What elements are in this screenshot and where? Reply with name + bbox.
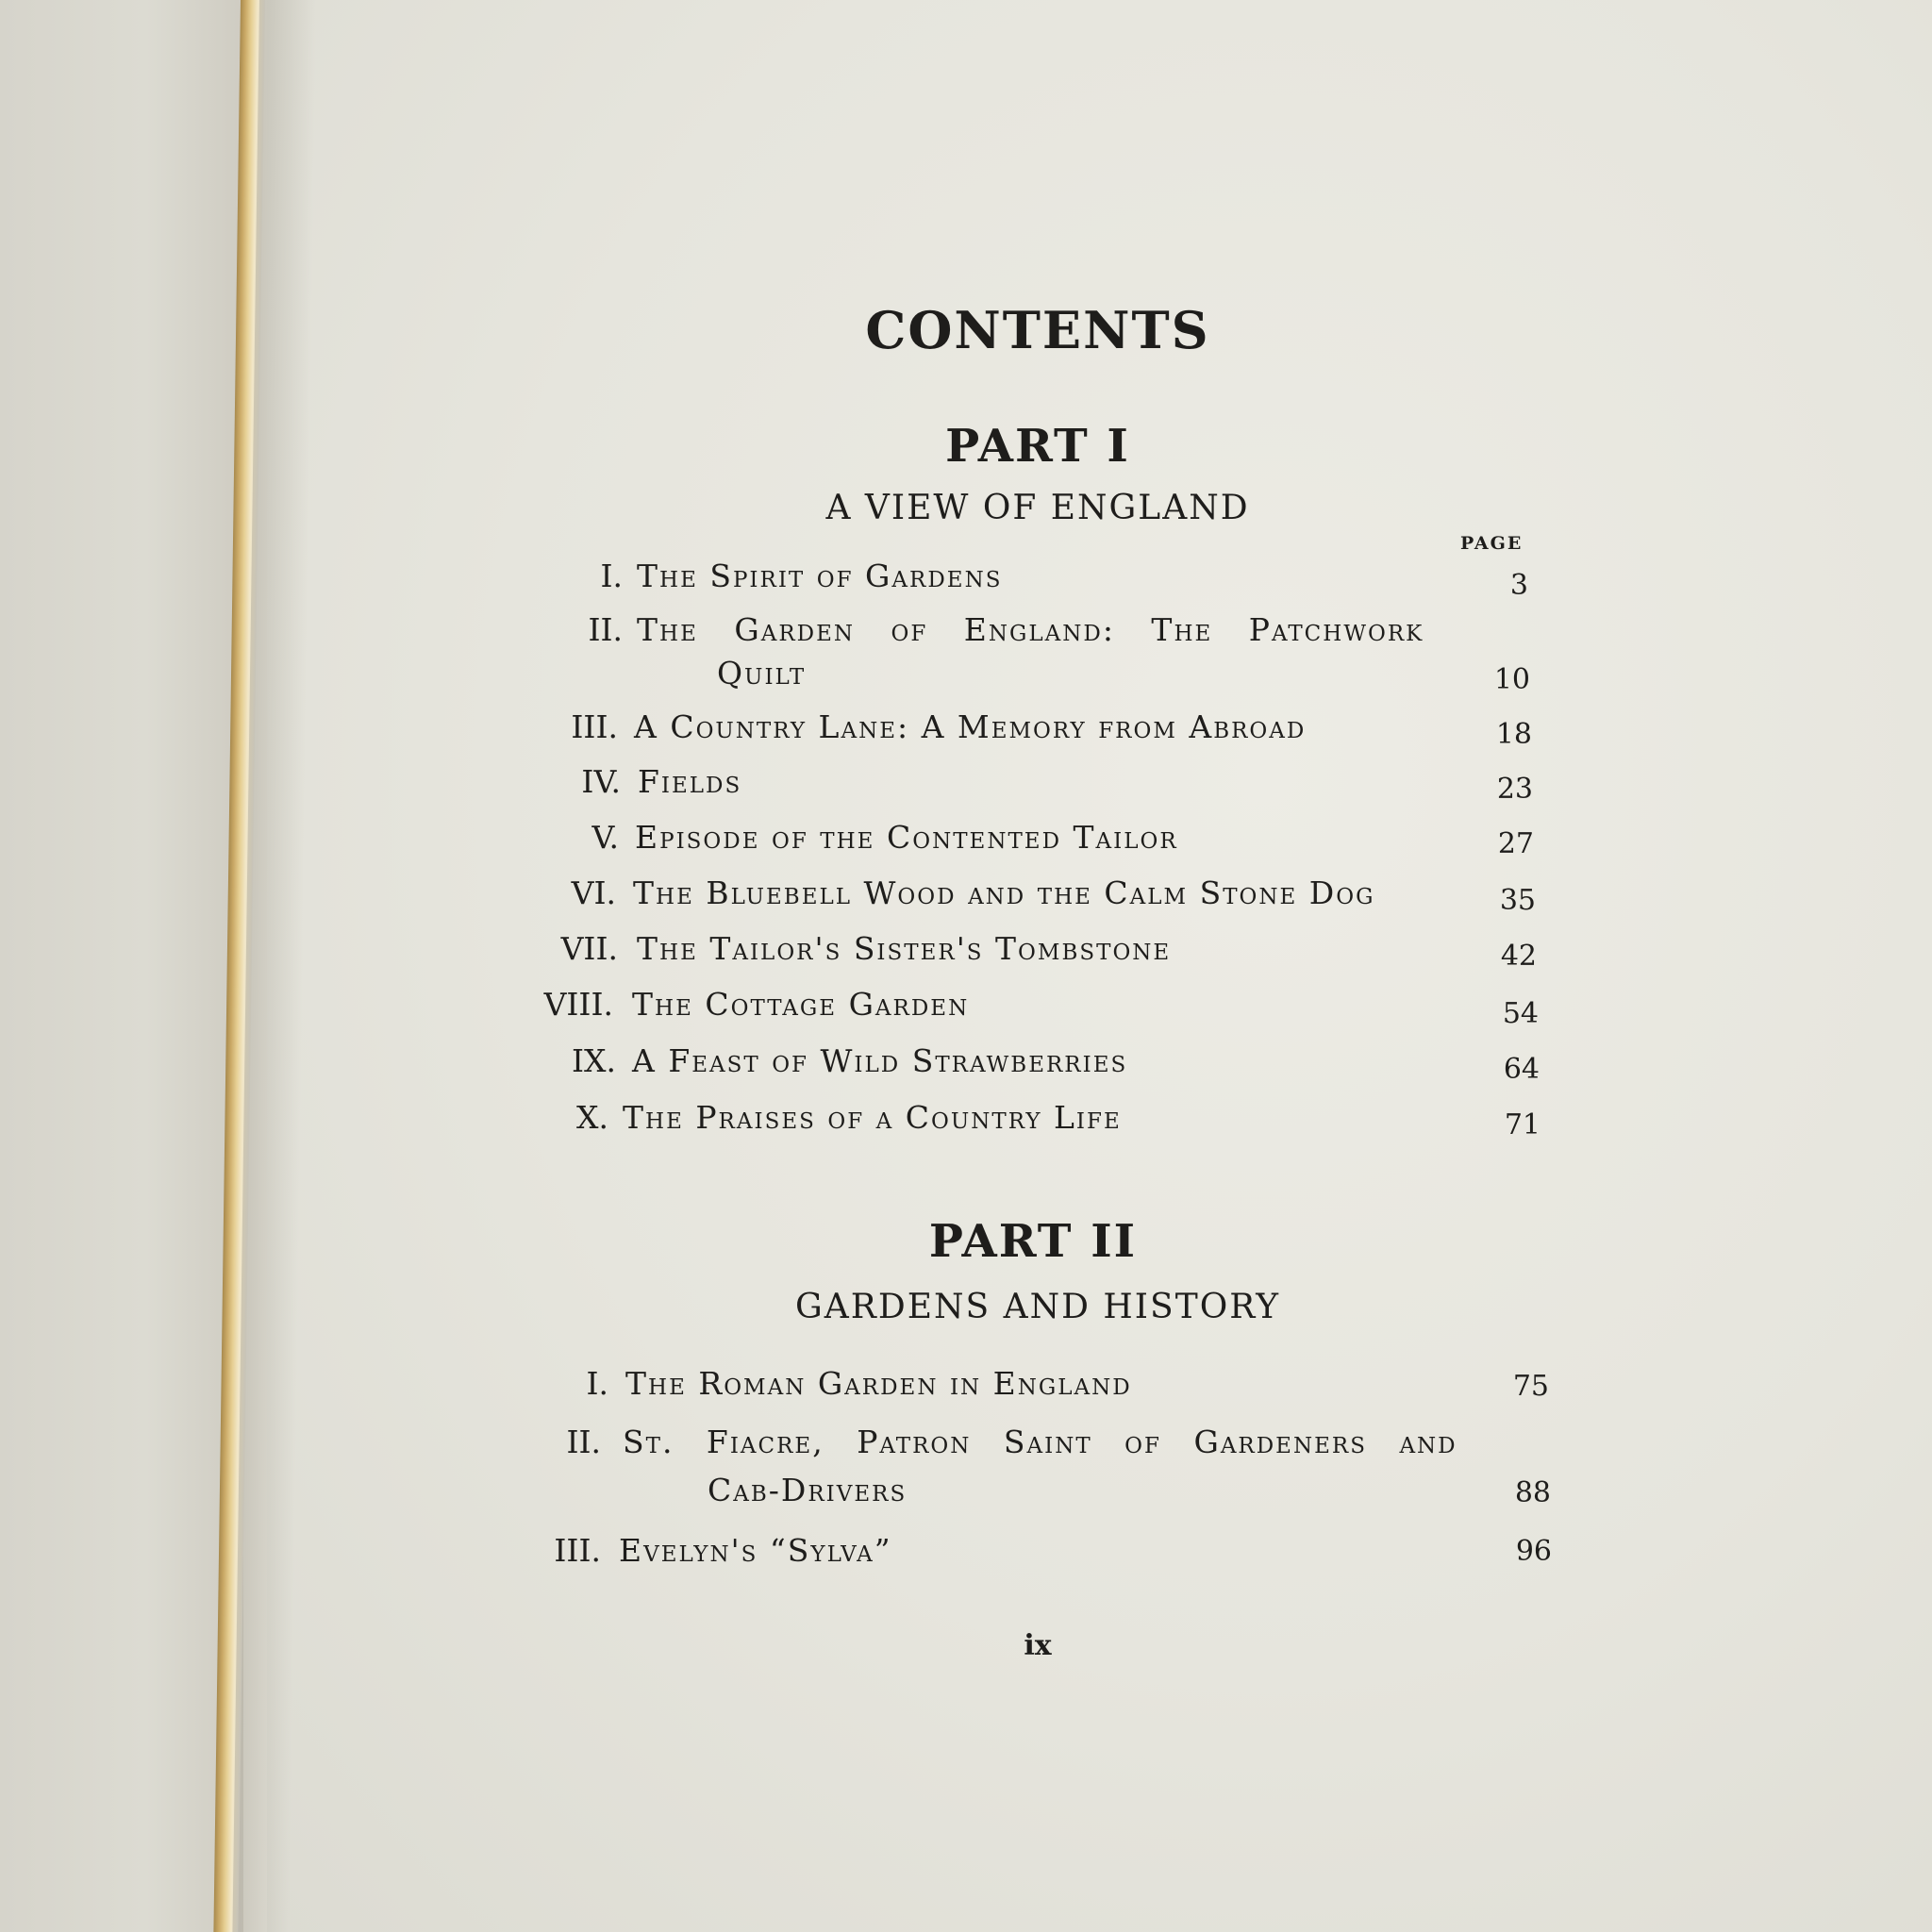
left-page	[0, 0, 243, 1932]
entry-number: III.	[554, 1532, 601, 1569]
entry-title: The Roman Garden in England	[625, 1365, 1132, 1402]
entry-page: 96	[1515, 1535, 1552, 1568]
entry-number: VI.	[571, 874, 616, 911]
entry-number: VIII.	[543, 986, 613, 1023]
entry-title: Fields	[638, 763, 742, 800]
entry-page: 10	[1493, 663, 1530, 696]
entry-title: The Cottage Garden	[632, 986, 970, 1023]
entry-number: IX.	[571, 1042, 616, 1079]
entry-number: III.	[571, 708, 618, 745]
entry-title: St. Fiacre, Patron Saint of Gardeners and	[623, 1424, 1457, 1460]
entry-number: I.	[600, 558, 623, 594]
entry-page: 18	[1495, 718, 1532, 751]
entry-number: I.	[586, 1365, 608, 1402]
page-folio: ix	[1024, 1629, 1052, 1662]
entry-page: 88	[1514, 1476, 1551, 1509]
entry-number: II.	[588, 611, 623, 648]
entry-title-continued: Quilt	[717, 655, 807, 691]
entry-title: The Bluebell Wood and the Calm Stone Dog	[633, 874, 1375, 911]
entry-title: A Country Lane: A Memory from Abroad	[634, 708, 1307, 745]
entry-page: 64	[1503, 1053, 1540, 1086]
entry-page: 71	[1504, 1108, 1541, 1141]
entry-title: Episode of the Contented Tailor	[635, 819, 1178, 856]
entry-title-continued: Cab-Drivers	[708, 1472, 908, 1508]
entry-number: IV.	[581, 763, 621, 800]
entry-page: 23	[1496, 773, 1533, 806]
part-1-subtitle: A VIEW OF ENGLAND	[825, 489, 1250, 527]
contents-title: CONTENTS	[865, 300, 1210, 360]
part-2-heading: PART II	[928, 1215, 1138, 1268]
entry-title: The Praises of a Country Life	[623, 1099, 1122, 1136]
entry-page: 54	[1502, 997, 1539, 1030]
entry-page: 27	[1497, 827, 1534, 860]
entry-title: The Spirit of Gardens	[637, 558, 1003, 594]
entry-number: X.	[576, 1099, 608, 1136]
entry-title: Evelyn's “Sylva”	[619, 1532, 892, 1569]
entry-page: 3	[1509, 569, 1528, 602]
part-1-heading: PART I	[945, 420, 1130, 473]
page-column-label: PAGE	[1460, 533, 1524, 554]
entry-number: V.	[591, 819, 619, 856]
entry-number: VII.	[560, 930, 618, 967]
entry-title: The Tailor's Sister's Tombstone	[637, 930, 1172, 967]
entry-title: A Feast of Wild Strawberries	[632, 1042, 1128, 1079]
part-2-subtitle: GARDENS AND HISTORY	[795, 1288, 1280, 1326]
entry-title: The Garden of England: The Patchwork	[637, 611, 1424, 648]
entry-page: 35	[1499, 884, 1536, 917]
entry-number: II.	[566, 1424, 601, 1460]
entry-page: 42	[1500, 940, 1537, 973]
entry-page: 75	[1512, 1370, 1549, 1403]
